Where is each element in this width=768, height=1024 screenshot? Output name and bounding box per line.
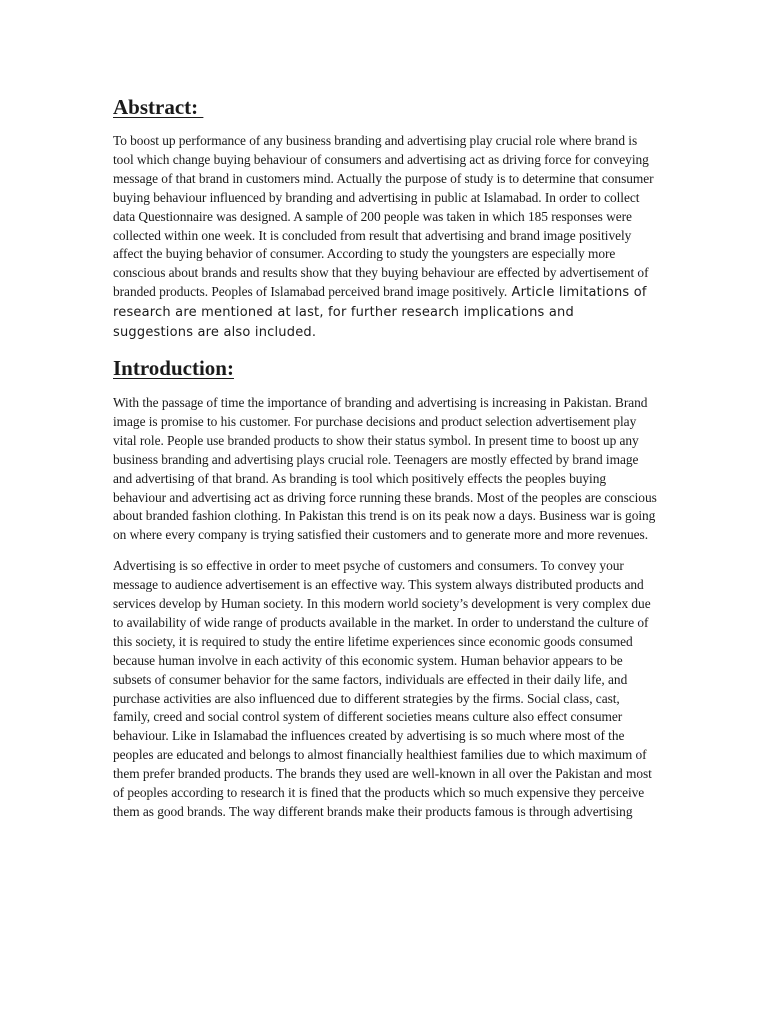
abstract-text-sans: Article limitations of research are mentioned at last, for further research implications and suggestions are also included.	[113, 285, 647, 341]
abstract-text: To boost up performance of any business branding and advertising play crucial role where brand is tool which change buying behaviour of consumers and advertising act as driving force for conveying message of that brand in customers mind. Actually the purpose of study is to determine that consumer buying behaviour influenced by branding and advertising in public at Islamabad. In order to collect data Questionnaire was designed. A sample of 200 people was taken in which 185 responses were collected within one week. It is concluded from result that advertising and brand image positively affect the buying behavior of consumer. According to study the youngsters are especially more conscious about brands and results show that they buying behaviour are effected by advertisement of branded products. Peoples of Islamabad perceived brand image positively.	[113, 133, 654, 300]
abstract-paragraph	[113, 132, 657, 343]
introduction-paragraph-2: Advertising is so effective in order to meet psyche of customers and consumers. To convey your message to audience advertisement is an effective way. This system always distributed products and services develop by Human society. In this modern world society’s development is very complex due to availability of wide range of products available in the market. In order to understand the culture of this society, it is required to study the entire lifetime experiences since economic goods consumed because human involve in each activity of this economic system. Human behavior appears to be subsets of consumer behavior for the same factors, individuals are effected in their daily life, and purchase activities are also influenced due to different strategies by the firms. Social class, cast, family, creed and social control system of different societies means culture also effect consumer behaviour. Like in Islamabad the influences created by advertising is so much where most of the peoples are educated and belongs to almost financially healthiest families due to which maximum of them prefer branded products. The brands they used are well-known in all over the Pakistan and most of peoples according to research it is fined that the products which so much expensive they perceive them as good brands. The way different brands make their products famous is through advertising	[113, 558, 652, 819]
abstract-heading: Abstract:	[113, 95, 204, 119]
document-body	[113, 94, 657, 834]
introduction-paragraph-1: With the passage of time the importance of branding and advertising is increasing in Pakistan. Brand image is promise to his customer. For purchase decisions and product selection advertisement play vital role. People use branded products to show their status symbol. In present time to boost up any business branding and advertising plays crucial role. Teenagers are mostly effected by brand image and advertising of that brand. As branding is tool which positively effects the peoples buying behaviour and advertising act as driving force running these brands. Most of the peoples are conscious about branded fashion clothing. In Pakistan this trend is on its peak now a days. Business war is going on where every company is trying satisfied their customers and to generate more and more revenues.	[113, 394, 657, 543]
introduction-heading: Introduction:	[113, 355, 234, 380]
